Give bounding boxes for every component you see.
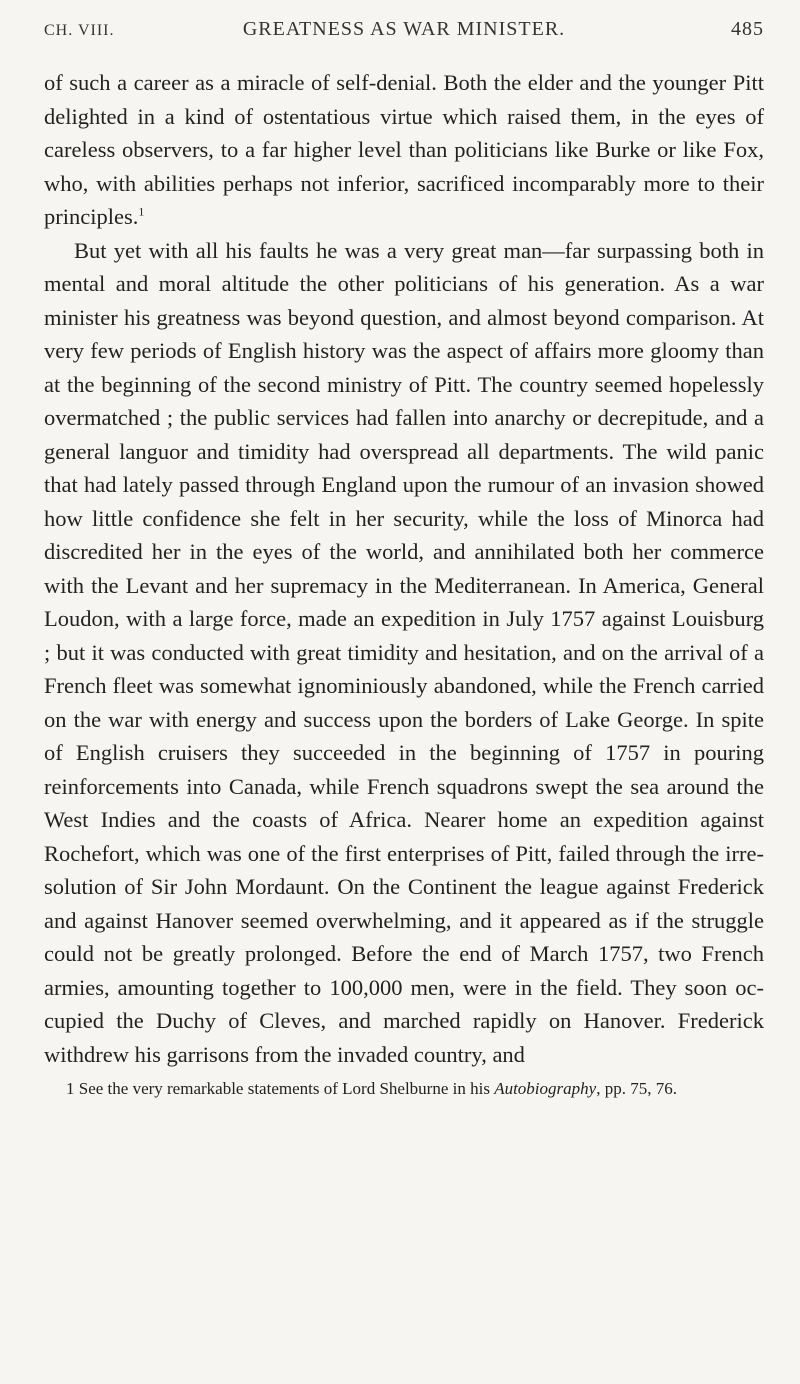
footnote (44, 1077, 764, 1101)
book-page (44, 16, 764, 1368)
footnote-tail: , pp. 75, 76. (596, 1079, 677, 1098)
paragraph-1 (44, 66, 764, 234)
paragraph-2: But yet with all his faults he was a very great man—far surpassing both in mental and moral altitude the other politicians of his generation. As a war minister his greatness was beyond question, and almost beyond comparison. At very few periods of English history was the aspect of affairs more gloomy than at the beginning of the second ministry of Pitt. The country seemed hopelessly overmatched ; the public services had fallen into anarchy or decrepitude, and a general languor and timidity had overspread all departments. The wild panic that had lately passed through England upon the rumour of an invasion showed how little confidence she felt in her security, while the loss of Minorca had discredited her in the eyes of the world, and annihilated both her commerce with the Levant and her supremacy in the Mediterranean. In America, General Loudon, with a large force, made an expedition in July 1757 against Louisburg ; but it was conducted with great timidity and hesitation, and on the arrival of a French fleet was somewhat ignominiously abandoned, while the French carried on the war with energy and success upon the borders of Lake George. In spite of English cruisers they succeeded in the beginning of 1757 in pouring reinforcements into Canada, while French squadrons swept the sea around the West Indies and the coasts of Africa. Nearer home an expedition against Rochefort, which was one of the first enterprises of Pitt, failed through the irresolution of Sir John Mordaunt. On the Continent the league against Frederick and against Hanover seemed overwhelming, and it appeared as if the struggle could not be greatly prolonged. Before the end of March 1757, two French armies, amounting together to 100,000 men, were in the field. They soon occupied the Duchy of Cleves, and marched rapidly on Hanover. Frederick withdrew his garrisons from the invaded country, and (44, 237, 764, 1067)
running-head (44, 16, 764, 46)
page-number: 485 (731, 18, 764, 40)
body-text (44, 66, 764, 1071)
paragraph-1-text: of such a career as a miracle of self-denial. Both the elder and the younger Pitt delighted in a kind of ostentatious virtue which raised them, in the eyes of careless observers, to a far higher level than politicians like Burke or like Fox, who, with abilities perhaps not inferior, sacrificed incomparably more to their principles. (44, 70, 764, 229)
footnote-italic-title: Autobiography (494, 1079, 597, 1098)
footnote-reference: 1 (138, 204, 145, 219)
footnote-marker: 1 (66, 1079, 75, 1098)
running-title: GREATNESS AS WAR MINISTER. (242, 18, 566, 40)
chapter-label: CH. VIII. (44, 22, 115, 39)
footnote-text: See the very remarkable statements of Lord Shelburne in his (78, 1079, 490, 1098)
